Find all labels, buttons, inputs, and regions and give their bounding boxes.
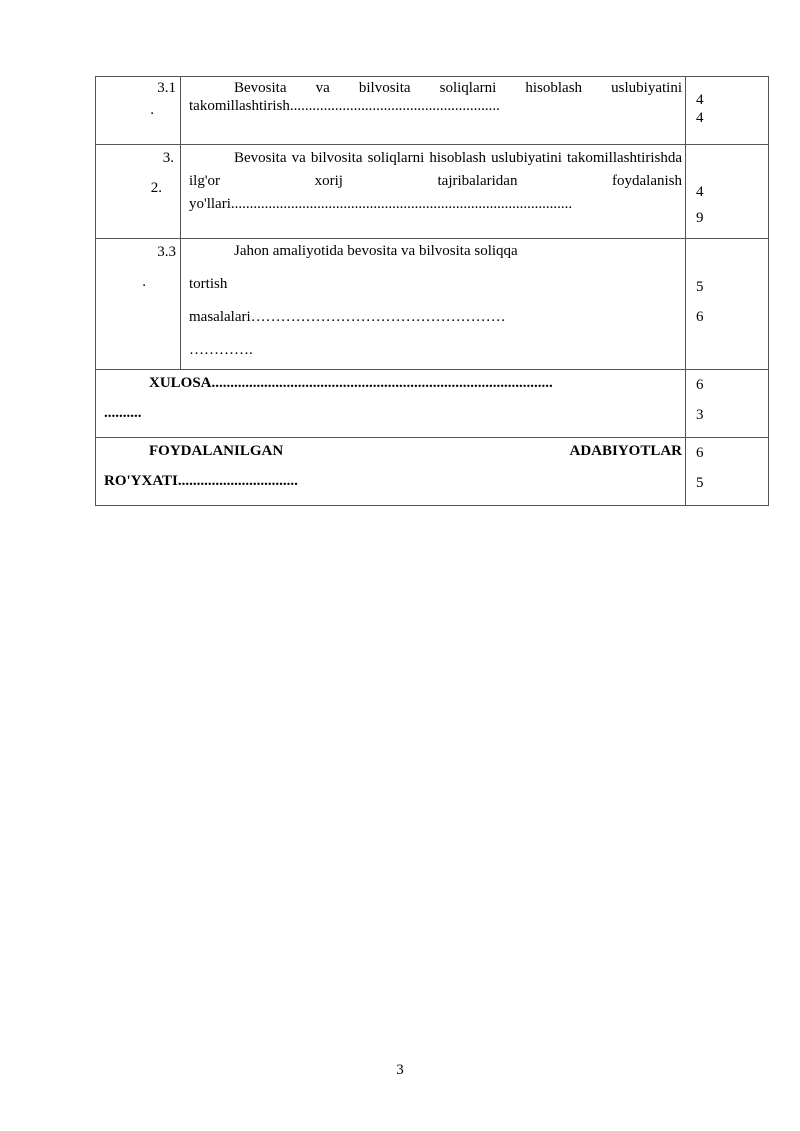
conclusion-title-dots: .......... — [104, 405, 142, 421]
section-number-line: . — [150, 102, 154, 118]
section-number — [96, 145, 181, 239]
page-number: 3 — [396, 1062, 404, 1078]
section-number-line: 3.1 — [157, 80, 176, 96]
section-title-text: masalalari…………………………………………… — [189, 309, 506, 325]
conclusion-title: XULOSA........................................................................................... — [149, 375, 553, 391]
section-number — [96, 77, 181, 145]
section-title — [181, 77, 686, 145]
page-ref-line: 6 — [696, 445, 704, 461]
toc-row — [96, 239, 769, 370]
page-ref-line: 3 — [696, 407, 704, 423]
page-ref — [686, 239, 769, 370]
section-number-line: . — [142, 274, 146, 290]
page-ref-line: 5 — [696, 475, 704, 491]
table-of-contents — [95, 76, 769, 506]
section-number-line: 2. — [150, 180, 162, 196]
section-title-text: tortish — [189, 276, 228, 292]
page-ref-line: 9 — [696, 210, 704, 226]
page-ref-line: 4 — [696, 92, 704, 108]
page-ref-line: 6 — [696, 377, 704, 393]
toc-row — [96, 77, 769, 145]
bibliography-title-right: ADABIYOTLAR — [569, 443, 682, 459]
page-ref — [686, 145, 769, 239]
toc-row — [96, 438, 769, 506]
section-number — [96, 239, 181, 370]
page-ref-line: 4 — [696, 110, 704, 126]
section-title — [181, 239, 686, 370]
bibliography-title-line2: RO'YXATI................................ — [104, 473, 298, 489]
bibliography-title-left: FOYDALANILGAN — [149, 443, 284, 459]
page-ref-line: 4 — [696, 184, 704, 200]
page-ref — [686, 370, 769, 438]
section-number-line: 3.3 — [157, 244, 176, 260]
page-ref-line: 5 — [696, 279, 704, 295]
section-number-line: 3. — [162, 150, 174, 166]
section-title-text: Jahon amaliyotida bevosita va bilvosita soliqqa — [234, 243, 518, 259]
section-title-text: …………. — [189, 342, 253, 358]
section-title — [181, 145, 686, 239]
bibliography-entry — [96, 438, 686, 506]
page-ref-line: 6 — [696, 309, 704, 325]
conclusion-entry — [96, 370, 686, 438]
page-ref — [686, 77, 769, 145]
toc-row — [96, 145, 769, 239]
section-title-text: Bevosita va bilvosita soliqlarni hisoblash uslubiyatini takomillashtirishda ilg'or xorij tajribalaridan foydalanish yo'llari........................................................................................... — [189, 150, 682, 212]
page-ref — [686, 438, 769, 506]
toc-row — [96, 370, 769, 438]
section-title-text: Bevosita va bilvosita soliqlarni hisoblash uslubiyatini takomillashtirish........................................................ — [189, 80, 682, 114]
